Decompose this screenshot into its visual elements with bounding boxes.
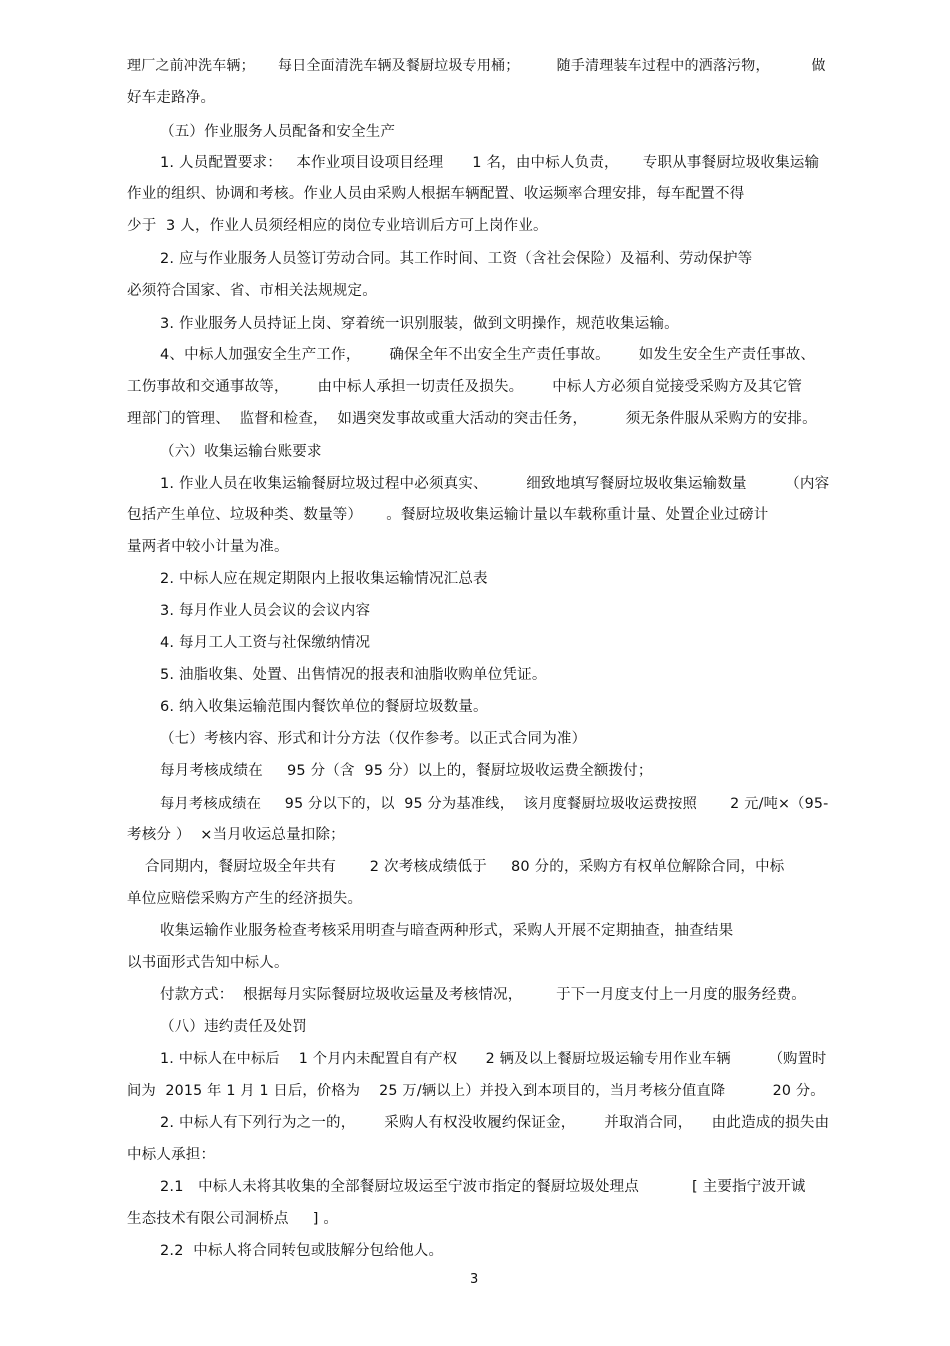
text-line: 1. 作业人员在收集运输餐厨垃圾过程中必须真实、 细致地填写餐厨垃圾收集运输数量 （内容 xyxy=(160,476,830,492)
text-line: 理部门的管理、 监督和检查， 如遇突发事故或重大活动的突击任务， 须无条件服从采购方的安排。 xyxy=(127,411,817,427)
text-line: 3. 作业服务人员持证上岗、穿着统一识别服装，做到文明操作，规范收集运输。 xyxy=(160,316,679,332)
text-line: 每月考核成绩在 95 分（含 95 分）以上的，餐厨垃圾收运费全额拨付； xyxy=(160,763,653,779)
text-line: 好车走路净。 xyxy=(127,90,216,106)
text-line: 合同期内，餐厨垃圾全年共有 2 次考核成绩低于 80 分的，采购方有权单位解除合同，中标 xyxy=(145,859,785,875)
text-line: 1. 中标人在中标后 1 个月内未配置自有产权 2 辆及以上餐厨垃圾运输专用作业车辆 （购置时 xyxy=(160,1051,827,1067)
section-heading: （六）收集运输台账要求 xyxy=(160,444,322,460)
text-line: 3. 每月作业人员会议的会议内容 xyxy=(160,603,371,619)
text-line: 间为 2015 年 1 月 1 日后，价格为 25 万/辆以上）并投入到本项目的，当月考核分值直降 20 分。 xyxy=(127,1083,825,1099)
section-heading: （七）考核内容、形式和计分方法（仅作参考。以正式合同为准） xyxy=(160,731,587,747)
section-heading: （五）作业服务人员配备和安全生产 xyxy=(160,124,396,140)
text-line: 中标人承担： xyxy=(127,1147,216,1163)
text-line: 6. 纳入收集运输范围内餐饮单位的餐厨垃圾数量。 xyxy=(160,699,488,715)
text-line: 5. 油脂收集、处置、出售情况的报表和油脂收购单位凭证。 xyxy=(160,667,547,683)
text-line: 单位应赔偿采购方产生的经济损失。 xyxy=(127,891,363,907)
section-heading: （八）违约责任及处罚 xyxy=(160,1019,307,1035)
text-line: 以书面形式告知中标人。 xyxy=(127,955,289,971)
text-line: 少于 3 人，作业人员须经相应的岗位专业培训后方可上岗作业。 xyxy=(127,218,548,234)
text-line: 收集运输作业服务检查考核采用明查与暗查两种形式，采购人开展不定期抽查，抽查结果 xyxy=(160,923,734,939)
text-line: 4、中标人加强安全生产工作， 确保全年不出安全生产责任事故。 如发生安全生产责任事故、 xyxy=(160,347,816,363)
text-line: 包括产生单位、垃圾种类、数量等） 。餐厨垃圾收集运输计量以车载称重计量、处置企业过磅计 xyxy=(127,507,769,523)
text-line: 付款方式： 根据每月实际餐厨垃圾收运量及考核情况， 于下一月度支付上一月度的服务经费。 xyxy=(160,987,806,1003)
page-number: 3 xyxy=(470,1272,479,1287)
text-line: 2.2 中标人将合同转包或肢解分包给他人。 xyxy=(160,1243,444,1259)
text-line: 4. 每月工人工资与社保缴纳情况 xyxy=(160,635,371,651)
text-line: 生态技术有限公司洞桥点 ] 。 xyxy=(127,1211,339,1227)
text-line: 作业的组织、协调和考核。作业人员由采购人根据车辆配置、收运频率合理安排，每车配置不得 xyxy=(127,186,745,202)
text-line: 2. 中标人应在规定期限内上报收集运输情况汇总表 xyxy=(160,571,488,587)
text-line: 理厂之前冲洗车辆； 每日全面清洗车辆及餐厨垃圾专用桶； 随手清理装车过程中的洒落污物， 做 xyxy=(127,58,826,74)
text-line: 考核分 ） ×当月收运总量扣除； xyxy=(127,827,345,843)
text-line: 2. 中标人有下列行为之一的， 采购人有权没收履约保证金， 并取消合同， 由此造成的损失由 xyxy=(160,1115,830,1131)
text-line: 必须符合国家、省、市相关法规规定。 xyxy=(127,283,377,299)
text-line: 工伤事故和交通事故等， 由中标人承担一切责任及损失。 中标人方必须自觉接受采购方及其它管 xyxy=(127,379,803,395)
text-line: 量两者中较小计量为准。 xyxy=(127,539,289,555)
text-line: 1. 人员配置要求： 本作业项目设项目经理 1 名，由中标人负责， 专职从事餐厨垃圾收集运输 xyxy=(160,155,820,171)
text-line: 每月考核成绩在 95 分以下的，以 95 分为基准线， 该月度餐厨垃圾收运费按照 2 元/吨×（95- xyxy=(160,796,829,812)
text-line: 2.1 中标人未将其收集的全部餐厨垃圾运至宁波市指定的餐厨垃圾处理点 [ 主要指宁波开诚 xyxy=(160,1179,806,1195)
text-line: 2. 应与作业服务人员签订劳动合同。其工作时间、工资（含社会保险）及福利、劳动保护等 xyxy=(160,251,753,267)
